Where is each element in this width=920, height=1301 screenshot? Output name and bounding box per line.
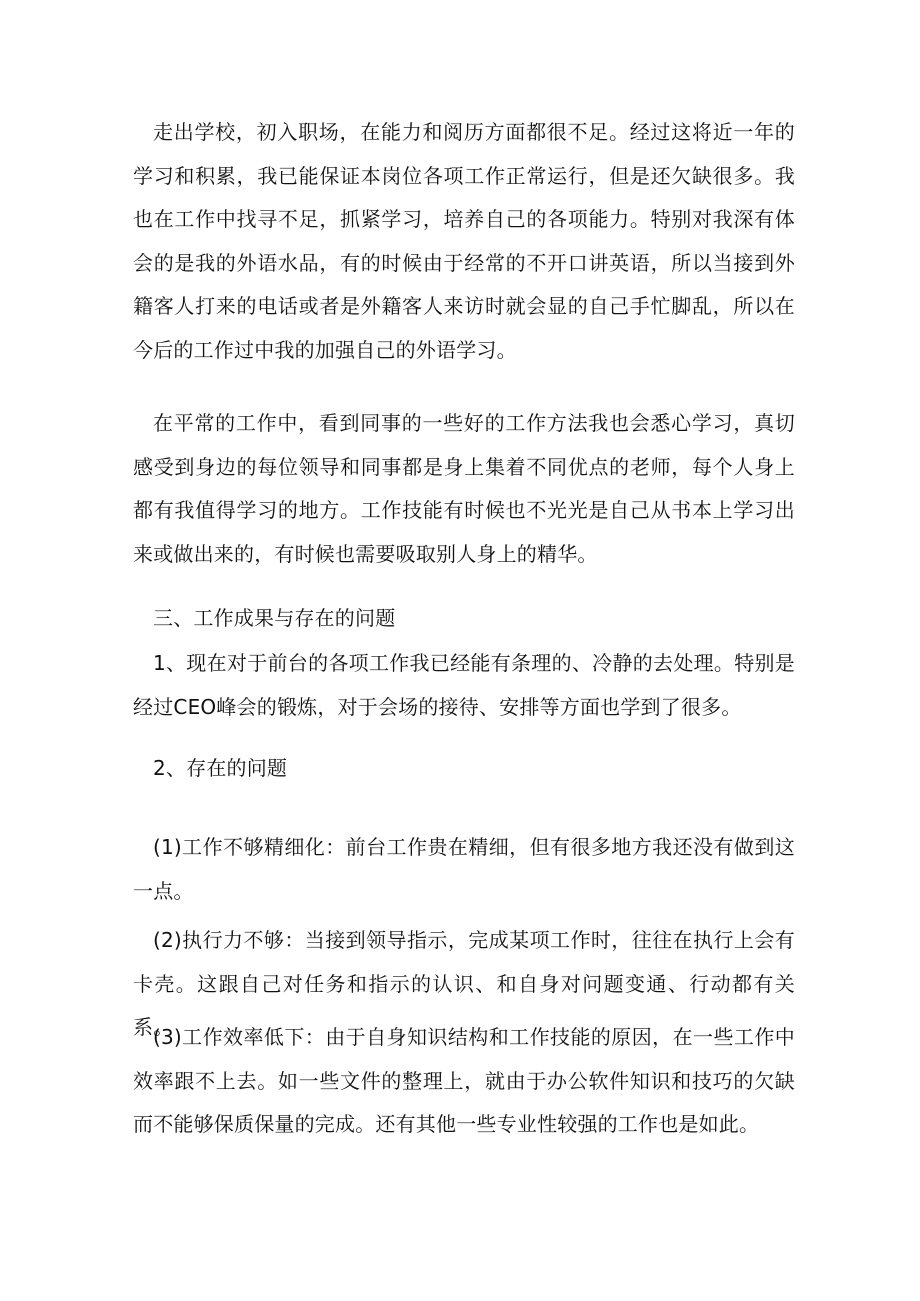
sub-item-precision: (1)工作不够精细化：前台工作贵在精细，但有很多地方我还没有做到这一点。 xyxy=(133,835,795,903)
list-item-achievements: 1、现在对于前台的各项工作我已经能有条理的、冷静的去处理。特别是经过CEO峰会的锻炼，对于会场的接待、安排等方面也学到了很多。 xyxy=(133,651,795,719)
list-item-problems-heading: 2、存在的问题 xyxy=(153,756,288,780)
paragraph-intro: 走出学校，初入职场，在能力和阅历方面都很不足。经过这将近一年的学习和积累，我已能保证本岗位各项工作正常运行，但是还欠缺很多。我也在工作中找寻不足，抓紧学习，培养自己的各项能力。特别对我深有体会的是我的外语水品，有的时候由于经常的不开口讲英语，所以当接到外籍客人打来的电话或者是外籍客人来访时就会显的自己手忙脚乱，所以在今后的工作过中我的加强自己的外语学习。 xyxy=(133,120,795,362)
sub-item-efficiency: (3)工作效率低下：由于自身知识结构和工作技能的原因，在一些工作中效率跟不上去。如一些文件的整理上，就由于办公软件知识和技巧的欠缺而不能够保质保量的完成。还有其他一些专业性较强的工作也是如此。 xyxy=(133,1025,795,1137)
section-heading: 三、工作成果与存在的问题 xyxy=(153,606,396,630)
paragraph-learning: 在平常的工作中，看到同事的一些好的工作方法我也会悉心学习，真切感受到身边的每位领导和同事都是身上集着不同优点的老师，每个人身上都有我值得学习的地方。工作技能有时候也不光光是自己从书本上学习出来或做出来的，有时候也需要吸取别人身上的精华。 xyxy=(133,411,795,566)
sub-item-execution: (2)执行力不够：当接到领导指示，完成某项工作时，往往在执行上会有卡壳。这跟自己对任务和指示的认识、和自身对问题变通、行动都有关系。 xyxy=(133,928,795,1040)
